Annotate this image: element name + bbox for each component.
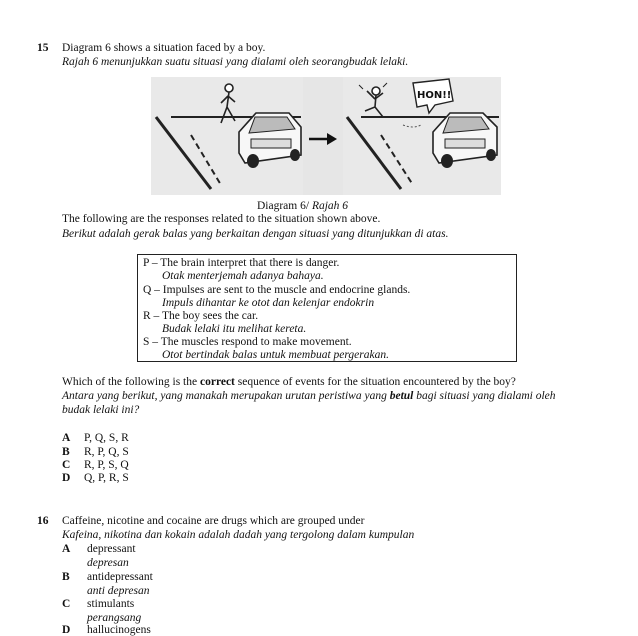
option-16-a-letter: A: [62, 543, 71, 555]
question-15-number: 15: [37, 42, 49, 54]
option-15-d[interactable]: D Q, P, R, S: [62, 472, 129, 484]
hon-text: HON!!: [417, 90, 452, 101]
diagram-right-panel: [343, 77, 501, 195]
response-r-en: R – The boy sees the car.: [143, 310, 259, 322]
response-p-en: P – The brain interpret that there is danger.: [143, 257, 340, 269]
response-s-en: S – The muscles respond to make movement.: [143, 336, 352, 348]
option-16-d[interactable]: hallucinogens: [87, 624, 151, 636]
question-15-prompt-ms-line2: budak lelaki ini?: [62, 404, 140, 416]
question-16-stem-en: Caffeine, nicotine and cocaine are drugs which are grouped under: [62, 515, 365, 527]
responses-intro-en: The following are the responses related to the situation shown above.: [62, 213, 381, 225]
question-15-stem-en: Diagram 6 shows a situation faced by a boy.: [62, 42, 266, 54]
question-15-prompt-ms: Antara yang berikut, yang manakah merupakan urutan peristiwa yang betul bagi situasi yang dialami oleh: [62, 390, 556, 402]
response-q-ms: Impuls dihantar ke otot dan kelenjar endokrin: [162, 297, 375, 309]
option-16-a[interactable]: depressant: [87, 543, 136, 555]
diagram-caption: Diagram 6/ Rajah 6: [257, 200, 349, 212]
option-16-a-ms: depresan: [87, 557, 129, 569]
question-15-stem-ms: Rajah 6 menunjukkan suatu situasi yang dialami oleh seorangbudak lelaki.: [62, 56, 409, 68]
question-16-stem-ms: Kafeina, nikotina dan kokain adalah dadah yang tergolong dalam kumpulan: [62, 529, 415, 541]
question-16-number: 16: [37, 515, 49, 527]
response-s-ms: Otot bertindak balas untuk membuat pergerakan.: [162, 349, 389, 361]
option-16-b[interactable]: antidepressant: [87, 571, 153, 583]
option-16-b-letter: B: [62, 571, 70, 583]
response-q-en: Q – Impulses are sent to the muscle and endocrine glands.: [143, 284, 411, 296]
response-r-ms: Budak lelaki itu melihat kereta.: [162, 323, 307, 335]
response-p-ms: Otak menterjemah adanya bahaya.: [162, 270, 324, 282]
diagram-6: [151, 77, 501, 195]
option-15-a[interactable]: A P, Q, S, R: [62, 432, 129, 444]
option-16-c[interactable]: stimulants: [87, 598, 135, 610]
question-15-prompt-en: Which of the following is the correct sequence of events for the situation encountered by the boy?: [62, 376, 516, 388]
option-16-c-ms: perangsang: [87, 612, 142, 624]
option-16-c-letter: C: [62, 598, 71, 610]
option-16-b-ms: anti depresan: [87, 585, 150, 597]
diagram-left-panel: [151, 77, 303, 195]
option-15-c[interactable]: C R, P, S, Q: [62, 459, 129, 471]
responses-box: [137, 254, 517, 362]
option-15-b[interactable]: B R, P, Q, S: [62, 446, 129, 458]
option-16-d-letter: D: [62, 624, 71, 636]
responses-intro-ms: Berikut adalah gerak balas yang berkaitan dengan situasi yang ditunjukkan di atas.: [62, 228, 449, 240]
